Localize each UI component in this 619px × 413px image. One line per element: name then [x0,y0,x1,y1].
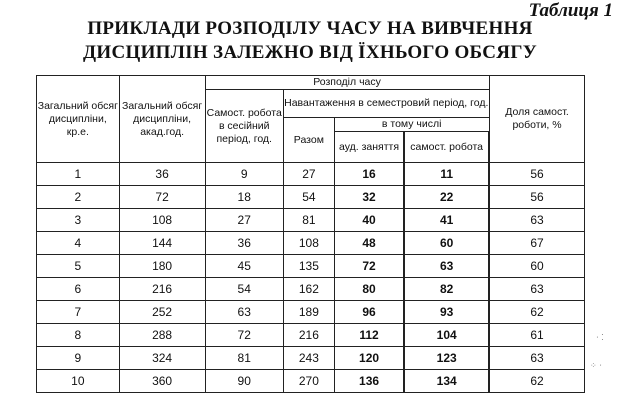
cell-self-work: 63 [404,255,489,278]
cell-share: 62 [489,370,584,393]
cell-credits: 5 [37,255,120,278]
cell-self-work: 123 [404,347,489,370]
header-of-which: в тому числі [334,118,489,132]
cell-hours: 72 [119,186,205,209]
cell-self-work: 104 [404,324,489,347]
title-line-2: ДИСЦИПЛІН ЗАЛЕЖНО ВІД ЇХНЬОГО ОБСЯГУ [83,42,537,63]
cell-self-work: 134 [404,370,489,393]
cell-classroom: 72 [334,255,404,278]
cell-credits: 2 [37,186,120,209]
cell-self-work: 93 [404,301,489,324]
cell-session-self: 27 [205,209,283,232]
cell-share: 56 [489,163,584,186]
cell-share: 63 [489,278,584,301]
cell-session-self: 63 [205,301,283,324]
cell-credits: 8 [37,324,120,347]
cell-session-self: 9 [205,163,283,186]
cell-hours: 288 [119,324,205,347]
header-classroom: ауд. заняття [334,132,404,163]
cell-total: 243 [283,347,334,370]
cell-share: 61 [489,324,584,347]
table-row [37,347,585,370]
table-body [37,163,585,393]
scan-speckle: ⋅ ⁚ [596,333,604,342]
cell-total: 108 [283,232,334,255]
cell-hours: 144 [119,232,205,255]
cell-share: 56 [489,186,584,209]
time-distribution-table [36,75,585,393]
cell-classroom: 112 [334,324,404,347]
cell-credits: 4 [37,232,120,255]
cell-self-work: 60 [404,232,489,255]
cell-classroom: 80 [334,278,404,301]
table-row [37,324,585,347]
cell-classroom: 120 [334,347,404,370]
cell-total: 135 [283,255,334,278]
cell-hours: 108 [119,209,205,232]
table-row [37,163,585,186]
table-row [37,255,585,278]
cell-self-work: 11 [404,163,489,186]
table-row [37,186,585,209]
cell-share: 62 [489,301,584,324]
title-line-1: ПРИКЛАДИ РОЗПОДІЛУ ЧАСУ НА ВИВЧЕННЯ [87,18,533,39]
cell-credits: 3 [37,209,120,232]
table-row [37,301,585,324]
cell-hours: 324 [119,347,205,370]
header-total-hours: Загальний обсяг дисципліни, акад.год. [119,76,205,163]
header-total: Разом [283,118,334,163]
cell-session-self: 72 [205,324,283,347]
table-row [37,370,585,393]
scan-speckle: ⁘ ⋅ [590,361,602,370]
header-total-credits: Загальний обсяг дисципліни, кр.е. [37,76,120,163]
cell-classroom: 136 [334,370,404,393]
table-row [37,232,585,255]
table-row [37,278,585,301]
cell-share: 67 [489,232,584,255]
table-label: Таблиця 1 [528,0,613,21]
cell-self-work: 41 [404,209,489,232]
cell-self-work: 22 [404,186,489,209]
cell-session-self: 54 [205,278,283,301]
cell-credits: 1 [37,163,120,186]
cell-session-self: 18 [205,186,283,209]
cell-hours: 216 [119,278,205,301]
header-session-self-work: Самост. робота в сесійний період, год. [205,90,283,163]
cell-credits: 10 [37,370,120,393]
cell-classroom: 16 [334,163,404,186]
cell-hours: 360 [119,370,205,393]
header-semester-load: Навантаження в семестровий період, год. [283,90,489,118]
cell-hours: 180 [119,255,205,278]
cell-hours: 36 [119,163,205,186]
cell-classroom: 48 [334,232,404,255]
cell-session-self: 81 [205,347,283,370]
cell-total: 81 [283,209,334,232]
header-self-work: самост. робота [404,132,489,163]
cell-total: 27 [283,163,334,186]
cell-classroom: 96 [334,301,404,324]
cell-total: 189 [283,301,334,324]
cell-credits: 6 [37,278,120,301]
cell-session-self: 36 [205,232,283,255]
cell-credits: 7 [37,301,120,324]
cell-self-work: 82 [404,278,489,301]
cell-total: 162 [283,278,334,301]
cell-share: 60 [489,255,584,278]
cell-share: 63 [489,209,584,232]
cell-credits: 9 [37,347,120,370]
cell-classroom: 40 [334,209,404,232]
cell-total: 54 [283,186,334,209]
cell-session-self: 90 [205,370,283,393]
cell-session-self: 45 [205,255,283,278]
cell-total: 270 [283,370,334,393]
cell-hours: 252 [119,301,205,324]
cell-total: 216 [283,324,334,347]
table-row [37,209,585,232]
cell-classroom: 32 [334,186,404,209]
header-self-work-share: Доля самост. роботи, % [489,76,584,163]
cell-share: 63 [489,347,584,370]
header-distribution: Розподіл часу [205,76,489,90]
